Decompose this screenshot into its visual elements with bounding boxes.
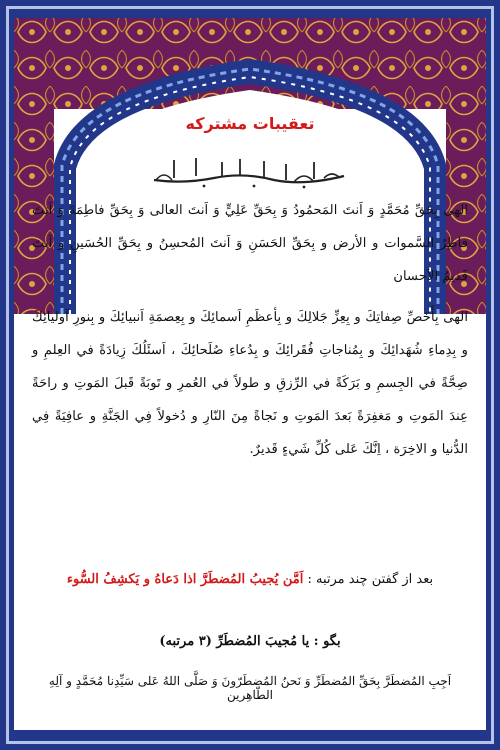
- prayer-paragraph-2: الهی بِأَخَصِّ صِفاتِكَ و بِعِزِّ جَلالِكَ و بِأعظَمِ اَسمائِكَ و بِعِصمَةِ اَنبیائِكَ و بِنورِ اَولیائِكَ و بِدِماءِ شُهَدائِكَ و بِمُناجاتِ فُقَرائِكَ و بِدُعاءِ صُلَحائِكَ ، اَسئَلُكَ زِيادَةً في العِلمِ و صِحَّةً في الجِسمِ و بَرَكَةً في الرِّزقِ و طولاً في العُمرِ و تَوبَةً قَبلَ المَوتِ و راحَةً عِندَ المَوتِ و مَغفِرَةً بَعدَ المَوتِ و نَجاةً مِنَ النّارِ و دُخولاً فِي الجَنَّةِ و عافِيَةً فِي الدُّنيا و الاخِرَة ، اِنَّكَ عَلى كُلِّ شَيءٍ قَديرٌ.: [32, 310, 468, 457]
- bismillah-calligraphy: [144, 154, 356, 190]
- prayer-paragraph-1: الهی بِحَقِّ مُحَمَّدٍ وَ اَنتَ المَحمُودُ وَ بِحَقِّ عَلِيٍّ وَ اَنتَ العالی وَ بِحَقِّ فاطِمَةَ وَ اَنتَ فاطِرُ السَّموات و الأرض و بِحَقِّ الحَسَنِ وَ اَنتَ المُحسِنُ و بِحَقِّ الحُسَينِ و اَنتَ قَدیمُ الاَحسان: [32, 203, 468, 284]
- document-panel: [14, 14, 486, 736]
- paragraph-gap: [32, 293, 468, 301]
- say-instruction: بگو : يا مُجيبَ المُضطَرِّ (۳ مرتبه): [159, 634, 341, 649]
- bottom-border: [14, 730, 486, 736]
- prayer-text: [32, 194, 468, 466]
- instruction-line: [32, 572, 468, 587]
- instruction-prefix: بعد از گفتن چند مرتبه :: [307, 572, 434, 587]
- page-title: تعقیبات مشترکه: [185, 114, 315, 133]
- closing-prayer: اَجِبِ المُضطَرَّ بِحَقِّ المُضطَرِّ وَ نَحنُ المُضطَرّونَ وَ صَلَّى اللهُ عَلى سَيِّدِنا مُحَمَّدٍ و آلِهِ الطّاهِرين: [48, 674, 452, 702]
- instruction-verse: اَمَّن يُجيبُ المُضطَرَّ اذا دَعاهُ و يَكشِفُ السُّوء: [66, 572, 304, 587]
